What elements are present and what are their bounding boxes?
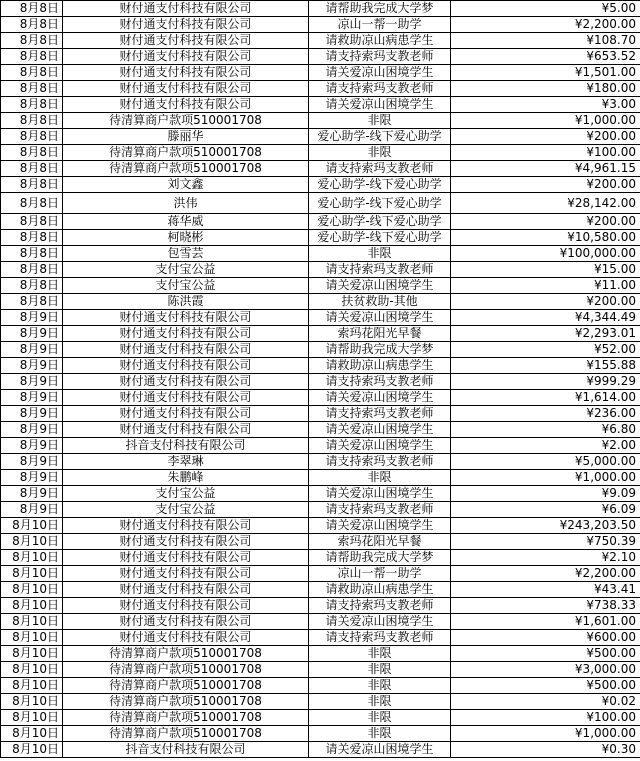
table-row [1, 598, 640, 614]
table-row [1, 342, 640, 358]
table-row [1, 129, 640, 145]
project-cell: 非限 [309, 710, 451, 726]
amount-cell: ¥0.30 [451, 742, 640, 758]
amount-cell: ¥5,000.00 [451, 454, 640, 470]
date-cell: 8月8日 [1, 145, 63, 161]
project-cell: 请关爱凉山困境学生 [309, 438, 451, 454]
table-row [1, 566, 640, 582]
table-row [1, 262, 640, 278]
project-cell: 请支持索玛支教老师 [309, 49, 451, 65]
amount-cell: ¥1,501.00 [451, 65, 640, 81]
project-cell: 请支持索玛支教老师 [309, 374, 451, 390]
payer-cell: 财付通支付科技有限公司 [63, 358, 309, 374]
amount-cell: ¥200.00 [451, 294, 640, 310]
project-cell: 请关爱凉山困境学生 [309, 390, 451, 406]
project-cell: 请关爱凉山困境学生 [309, 97, 451, 113]
payer-cell: 支付宝公益 [63, 262, 309, 278]
amount-cell: ¥600.00 [451, 630, 640, 646]
date-cell: 8月9日 [1, 326, 63, 342]
payer-cell: 财付通支付科技有限公司 [63, 81, 309, 97]
table-row [1, 326, 640, 342]
date-cell: 8月8日 [1, 278, 63, 294]
amount-cell: ¥1,000.00 [451, 113, 640, 129]
date-cell: 8月8日 [1, 262, 63, 278]
amount-cell: ¥52.00 [451, 342, 640, 358]
payer-cell: 滕丽华 [63, 129, 309, 145]
date-cell: 8月10日 [1, 630, 63, 646]
payer-cell: 财付通支付科技有限公司 [63, 422, 309, 438]
payer-cell: 财付通支付科技有限公司 [63, 310, 309, 326]
amount-cell: ¥1,000.00 [451, 726, 640, 742]
payer-cell: 蒋华威 [63, 214, 309, 230]
amount-cell: ¥2,293.01 [451, 326, 640, 342]
date-cell: 8月8日 [1, 230, 63, 246]
project-cell: 爱心助学-线下爱心助学 [309, 129, 451, 145]
project-cell: 请关爱凉山困境学生 [309, 518, 451, 534]
payer-cell: 财付通支付科技有限公司 [63, 1, 309, 17]
amount-cell: ¥0.02 [451, 694, 640, 710]
amount-cell: ¥43.41 [451, 582, 640, 598]
date-cell: 8月8日 [1, 1, 63, 17]
date-cell: 8月8日 [1, 129, 63, 145]
payer-cell: 财付通支付科技有限公司 [63, 614, 309, 630]
table-row [1, 438, 640, 454]
project-cell: 请支持索玛支教老师 [309, 630, 451, 646]
project-cell: 爱心助学-线下爱心助学 [309, 230, 451, 246]
payer-cell: 财付通支付科技有限公司 [63, 550, 309, 566]
amount-cell: ¥4,961.15 [451, 161, 640, 177]
payer-cell: 财付通支付科技有限公司 [63, 390, 309, 406]
project-cell: 请关爱凉山困境学生 [309, 422, 451, 438]
date-cell: 8月9日 [1, 486, 63, 502]
table-row [1, 33, 640, 49]
date-cell: 8月8日 [1, 294, 63, 310]
date-cell: 8月10日 [1, 710, 63, 726]
payer-cell: 待清算商户款项510001708 [63, 145, 309, 161]
date-cell: 8月9日 [1, 310, 63, 326]
table-row [1, 358, 640, 374]
payer-cell: 待清算商户款项510001708 [63, 694, 309, 710]
table-row [1, 81, 640, 97]
project-cell: 非限 [309, 145, 451, 161]
payer-cell: 财付通支付科技有限公司 [63, 374, 309, 390]
table-row [1, 486, 640, 502]
date-cell: 8月10日 [1, 678, 63, 694]
date-cell: 8月10日 [1, 662, 63, 678]
date-cell: 8月8日 [1, 81, 63, 97]
project-cell: 请支持索玛支教老师 [309, 502, 451, 518]
payer-cell: 财付通支付科技有限公司 [63, 582, 309, 598]
payer-cell: 财付通支付科技有限公司 [63, 598, 309, 614]
project-cell: 索玛花阳光早餐 [309, 326, 451, 342]
table-row [1, 630, 640, 646]
payer-cell: 财付通支付科技有限公司 [63, 566, 309, 582]
project-cell: 爱心助学-线下爱心助学 [309, 193, 451, 214]
date-cell: 8月9日 [1, 358, 63, 374]
project-cell: 索玛花阳光早餐 [309, 534, 451, 550]
payer-cell: 待清算商户款项510001708 [63, 113, 309, 129]
table-row [1, 193, 640, 214]
payer-cell: 财付通支付科技有限公司 [63, 97, 309, 113]
project-cell: 请救助凉山病患学生 [309, 358, 451, 374]
amount-cell: ¥9.09 [451, 486, 640, 502]
date-cell: 8月8日 [1, 33, 63, 49]
table-row [1, 230, 640, 246]
project-cell: 非限 [309, 470, 451, 486]
date-cell: 8月9日 [1, 422, 63, 438]
date-cell: 8月10日 [1, 518, 63, 534]
table-row [1, 518, 640, 534]
table-row [1, 390, 640, 406]
payer-cell: 李翠琳 [63, 454, 309, 470]
project-cell: 请关爱凉山困境学生 [309, 614, 451, 630]
table-row [1, 49, 640, 65]
amount-cell: ¥1,000.00 [451, 470, 640, 486]
project-cell: 凉山一帮一助学 [309, 17, 451, 33]
amount-cell: ¥108.70 [451, 33, 640, 49]
payer-cell: 待清算商户款项510001708 [63, 710, 309, 726]
date-cell: 8月10日 [1, 742, 63, 758]
project-cell: 凉山一帮一助学 [309, 566, 451, 582]
amount-cell: ¥100.00 [451, 145, 640, 161]
payer-cell: 陈洪霞 [63, 294, 309, 310]
date-cell: 8月10日 [1, 550, 63, 566]
date-cell: 8月9日 [1, 390, 63, 406]
amount-cell: ¥3,000.00 [451, 662, 640, 678]
table-row [1, 145, 640, 161]
project-cell: 非限 [309, 246, 451, 262]
table-row [1, 662, 640, 678]
project-cell: 请支持索玛支教老师 [309, 81, 451, 97]
project-cell: 请关爱凉山困境学生 [309, 742, 451, 758]
table-row [1, 454, 640, 470]
payer-cell: 财付通支付科技有限公司 [63, 65, 309, 81]
table-row [1, 310, 640, 326]
project-cell: 请支持索玛支教老师 [309, 454, 451, 470]
table-row [1, 534, 640, 550]
payer-cell: 财付通支付科技有限公司 [63, 342, 309, 358]
payer-cell: 财付通支付科技有限公司 [63, 33, 309, 49]
ledger-body [1, 1, 640, 758]
date-cell: 8月9日 [1, 454, 63, 470]
payer-cell: 刘文鑫 [63, 177, 309, 193]
project-cell: 请支持索玛支教老师 [309, 161, 451, 177]
project-cell: 请帮助我完成大学梦 [309, 342, 451, 358]
date-cell: 8月8日 [1, 17, 63, 33]
date-cell: 8月10日 [1, 534, 63, 550]
payer-cell: 待清算商户款项510001708 [63, 161, 309, 177]
table-row [1, 278, 640, 294]
amount-cell: ¥653.52 [451, 49, 640, 65]
amount-cell: ¥1,601.00 [451, 614, 640, 630]
table-row [1, 614, 640, 630]
amount-cell: ¥200.00 [451, 177, 640, 193]
amount-cell: ¥6.80 [451, 422, 640, 438]
payer-cell: 财付通支付科技有限公司 [63, 406, 309, 422]
date-cell: 8月8日 [1, 161, 63, 177]
amount-cell: ¥738.33 [451, 598, 640, 614]
payer-cell: 支付宝公益 [63, 278, 309, 294]
amount-cell: ¥750.39 [451, 534, 640, 550]
amount-cell: ¥999.29 [451, 374, 640, 390]
payer-cell: 朱鹏峰 [63, 470, 309, 486]
amount-cell: ¥155.88 [451, 358, 640, 374]
date-cell: 8月10日 [1, 726, 63, 742]
amount-cell: ¥180.00 [451, 81, 640, 97]
date-cell: 8月8日 [1, 113, 63, 129]
table-row [1, 406, 640, 422]
amount-cell: ¥100.00 [451, 710, 640, 726]
payer-cell: 支付宝公益 [63, 502, 309, 518]
table-row [1, 65, 640, 81]
payer-cell: 洪伟 [63, 193, 309, 214]
payer-cell: 待清算商户款项510001708 [63, 646, 309, 662]
date-cell: 8月9日 [1, 406, 63, 422]
payer-cell: 包雪芸 [63, 246, 309, 262]
table-row [1, 294, 640, 310]
date-cell: 8月8日 [1, 214, 63, 230]
table-row [1, 374, 640, 390]
date-cell: 8月10日 [1, 694, 63, 710]
amount-cell: ¥5.00 [451, 1, 640, 17]
date-cell: 8月8日 [1, 177, 63, 193]
payer-cell: 财付通支付科技有限公司 [63, 17, 309, 33]
table-row [1, 177, 640, 193]
project-cell: 爱心助学-线下爱心助学 [309, 214, 451, 230]
table-row [1, 246, 640, 262]
table-row [1, 582, 640, 598]
amount-cell: ¥3.00 [451, 97, 640, 113]
payer-cell: 待清算商户款项510001708 [63, 678, 309, 694]
payer-cell: 支付宝公益 [63, 486, 309, 502]
amount-cell: ¥28,142.00 [451, 193, 640, 214]
payer-cell: 财付通支付科技有限公司 [63, 49, 309, 65]
table-row [1, 646, 640, 662]
amount-cell: ¥1,614.00 [451, 390, 640, 406]
amount-cell: ¥200.00 [451, 214, 640, 230]
amount-cell: ¥4,344.49 [451, 310, 640, 326]
amount-cell: ¥200.00 [451, 129, 640, 145]
project-cell: 请关爱凉山困境学生 [309, 486, 451, 502]
amount-cell: ¥15.00 [451, 262, 640, 278]
date-cell: 8月9日 [1, 374, 63, 390]
amount-cell: ¥2.00 [451, 438, 640, 454]
date-cell: 8月9日 [1, 438, 63, 454]
date-cell: 8月8日 [1, 97, 63, 113]
table-row [1, 470, 640, 486]
date-cell: 8月10日 [1, 566, 63, 582]
table-row [1, 422, 640, 438]
amount-cell: ¥10,580.00 [451, 230, 640, 246]
project-cell: 请关爱凉山困境学生 [309, 310, 451, 326]
table-row [1, 161, 640, 177]
project-cell: 请帮助我完成大学梦 [309, 1, 451, 17]
payer-cell: 财付通支付科技有限公司 [63, 630, 309, 646]
project-cell: 请支持索玛支教老师 [309, 262, 451, 278]
table-row [1, 710, 640, 726]
project-cell: 请救助凉山病患学生 [309, 33, 451, 49]
table-row [1, 214, 640, 230]
amount-cell: ¥2,200.00 [451, 566, 640, 582]
project-cell: 请支持索玛支教老师 [309, 598, 451, 614]
project-cell: 非限 [309, 646, 451, 662]
payer-cell: 柯晓彬 [63, 230, 309, 246]
payer-cell: 财付通支付科技有限公司 [63, 534, 309, 550]
amount-cell: ¥6.09 [451, 502, 640, 518]
payer-cell: 财付通支付科技有限公司 [63, 518, 309, 534]
amount-cell: ¥2.10 [451, 550, 640, 566]
date-cell: 8月10日 [1, 646, 63, 662]
date-cell: 8月10日 [1, 614, 63, 630]
date-cell: 8月8日 [1, 246, 63, 262]
project-cell: 请关爱凉山困境学生 [309, 65, 451, 81]
payer-cell: 财付通支付科技有限公司 [63, 326, 309, 342]
table-row [1, 17, 640, 33]
date-cell: 8月8日 [1, 193, 63, 214]
date-cell: 8月9日 [1, 470, 63, 486]
project-cell: 非限 [309, 113, 451, 129]
date-cell: 8月9日 [1, 342, 63, 358]
table-row [1, 550, 640, 566]
project-cell: 非限 [309, 726, 451, 742]
project-cell: 非限 [309, 662, 451, 678]
payer-cell: 待清算商户款项510001708 [63, 662, 309, 678]
table-row [1, 502, 640, 518]
table-row [1, 678, 640, 694]
date-cell: 8月8日 [1, 65, 63, 81]
amount-cell: ¥11.00 [451, 278, 640, 294]
project-cell: 扶贫救助-其他 [309, 294, 451, 310]
date-cell: 8月10日 [1, 598, 63, 614]
payer-cell: 抖音支付科技有限公司 [63, 438, 309, 454]
table-row [1, 726, 640, 742]
table-row [1, 113, 640, 129]
amount-cell: ¥500.00 [451, 678, 640, 694]
project-cell: 请救助凉山病患学生 [309, 582, 451, 598]
project-cell: 非限 [309, 678, 451, 694]
table-row [1, 742, 640, 758]
date-cell: 8月10日 [1, 582, 63, 598]
date-cell: 8月9日 [1, 502, 63, 518]
amount-cell: ¥100,000.00 [451, 246, 640, 262]
project-cell: 爱心助学-线下爱心助学 [309, 177, 451, 193]
amount-cell: ¥2,200.00 [451, 17, 640, 33]
amount-cell: ¥236.00 [451, 406, 640, 422]
project-cell: 非限 [309, 694, 451, 710]
amount-cell: ¥500.00 [451, 646, 640, 662]
amount-cell: ¥243,203.50 [451, 518, 640, 534]
project-cell: 请支持索玛支教老师 [309, 406, 451, 422]
payer-cell: 抖音支付科技有限公司 [63, 742, 309, 758]
table-row [1, 97, 640, 113]
payer-cell: 待清算商户款项510001708 [63, 726, 309, 742]
table-row [1, 694, 640, 710]
date-cell: 8月8日 [1, 49, 63, 65]
project-cell: 请帮助我完成大学梦 [309, 550, 451, 566]
project-cell: 请关爱凉山困境学生 [309, 278, 451, 294]
table-row [1, 1, 640, 17]
